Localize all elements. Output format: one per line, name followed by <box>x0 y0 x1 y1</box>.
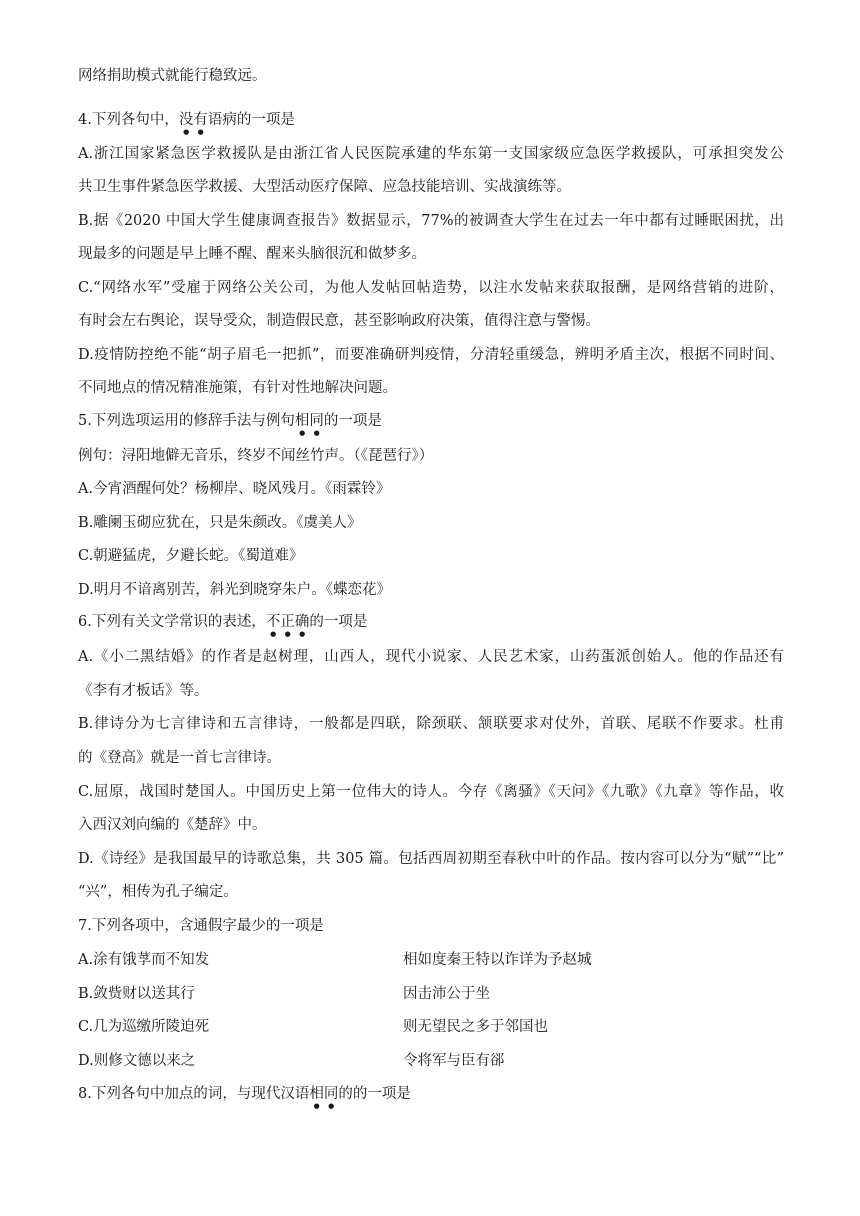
question-5-option-c: C.朝避猛虎，夕避长蛇。《蜀道难》 <box>78 548 304 564</box>
question-7-option-c-right: 则无望民之多于邻国也 <box>403 1019 548 1035</box>
question-4-option-c: C.“网络水军”受雇于网络公关公司，为他人发帖回帖造势，以注水发帖来获取报酬，是网络营销的进阶， <box>78 280 784 296</box>
text-line: “兴”，相传为孔子编定。 <box>78 884 238 900</box>
emphasis-text: 没有 <box>178 112 208 128</box>
question-5-option-a: A.今宵酒醒何处？杨柳岸、晓风残月。《雨霖铃》 <box>78 481 391 497</box>
emphasis-text: 相同 <box>309 1086 339 1102</box>
text-line: 的《登高》就是一首七言律诗。 <box>78 750 281 766</box>
question-6-option-c: C.屈原，战国时楚国人。中国历史上第一位伟大的诗人。今存《离骚》《天问》《九歌》《九章》等作品，收 <box>78 784 784 800</box>
question-6-stem: 6.下列有关文学常识的表述，不正确的一项是 <box>78 614 368 630</box>
question-8-stem: 8.下列各句中加点的词，与现代汉语相同的的一项是 <box>78 1086 411 1102</box>
question-4-option-d: D.疫情防控绝不能“胡子眉毛一把抓”，而要准确研判疫情，分清轻重缓急，辨明矛盾主次，根据不同时间、 <box>78 347 784 363</box>
text-line: 共卫生事件紧急医学救援、大型活动医疗保障、应急技能培训、实战演练等。 <box>78 179 571 195</box>
emphasis-text: 不正确 <box>265 614 310 630</box>
question-4-option-a: A.浙江国家紧急医学救援队是由浙江省人民医院承建的华东第一支国家级应急医学救援队，可承担突发公 <box>78 146 784 162</box>
question-5-option-d: D.明月不谙离别苦，斜光到晓穿朱户。《蝶恋花》 <box>78 582 391 598</box>
question-7-option-a-right: 相如度秦王特以诈详为予赵城 <box>403 952 592 968</box>
text-line: 网络捐助模式就能行稳致远。 <box>78 68 267 84</box>
question-6-option-d: D.《诗经》是我国最早的诗歌总集，共 305 篇。包括西周初期至春秋中叶的作品。按内容可以分为“赋”“比” <box>78 851 784 867</box>
question-6-option-a: A.《小二黑结婚》的作者是赵树理，山西人，现代小说家、人民艺术家，山药蛋派创始人。他的作品还有 <box>78 649 784 665</box>
question-7-stem: 7.下列各项中，含通假字最少的一项是 <box>78 918 324 934</box>
question-5-example: 例句：浔阳地僻无音乐，终岁不闻丝竹声。（《琵琶行》） <box>78 448 434 464</box>
question-7-option-c: C.几为巡缴所陵迫死 <box>78 1019 210 1035</box>
question-5-option-b: B.雕阑玉砌应犹在，只是朱颜改。《虞美人》 <box>78 515 362 531</box>
question-6-option-b: B.律诗分为七言律诗和五言律诗，一般都是四联，除颈联、颔联要求对仗外，首联、尾联不作要求。杜甫 <box>78 716 784 732</box>
text-line: 有时会左右舆论，误导受众，制造假民意，甚至影响政府决策，值得注意与警惕。 <box>78 313 600 329</box>
question-4-stem: 4.下列各句中，没有语病的一项是 <box>78 112 295 128</box>
text-line: 现最多的问题是早上睡不醒、醒来头脑很沉和做梦多。 <box>78 246 426 262</box>
question-7-option-b-right: 因击沛公于坐 <box>403 986 490 1002</box>
text-line: 不同地点的情况精准施策，有针对性地解决问题。 <box>78 380 397 396</box>
text-line: 入西汉刘向编的《楚辞》中。 <box>78 817 267 833</box>
text-line: 《李有才板话》等。 <box>78 683 209 699</box>
emphasis-text: 相同 <box>294 413 324 429</box>
question-7-option-d-right: 令将军与臣有郤 <box>403 1053 505 1069</box>
question-7-option-a: A.涂有饿莩而不知发 <box>78 952 210 968</box>
question-5-stem: 5.下列选项运用的修辞手法与例句相同的一项是 <box>78 413 382 429</box>
question-7-option-b: B.敛赀财以送其行 <box>78 986 195 1002</box>
question-7-option-d: D.则修文德以来之 <box>78 1053 196 1069</box>
question-4-option-b: B.据《2020 中国大学生健康调查报告》数据显示，77%的被调查大学生在过去一年中都有过睡眠困扰，出 <box>78 213 784 229</box>
